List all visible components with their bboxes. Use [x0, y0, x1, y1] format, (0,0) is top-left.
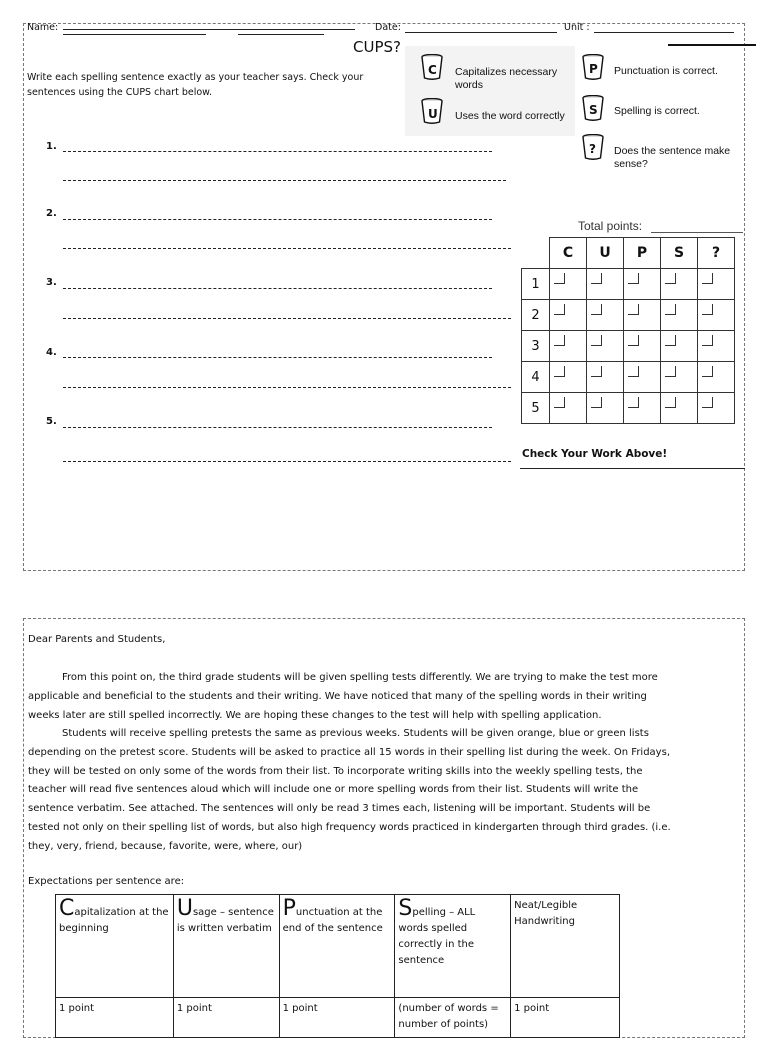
checkbox-mark	[665, 273, 676, 284]
unit-line[interactable]	[594, 32, 734, 33]
chart-checkbox[interactable]	[587, 300, 624, 331]
cups-chart-row	[522, 393, 735, 424]
capitalization-initial: C	[59, 896, 75, 921]
checkbox-mark	[665, 366, 676, 377]
sentence-5-line-b[interactable]	[63, 461, 511, 462]
letter-line: From this point on, the third grade students will be given spelling tests differently. We are trying to make the test more	[62, 672, 658, 683]
date-line[interactable]	[405, 32, 557, 33]
punctuation-initial: P	[282, 896, 296, 921]
chart-row-label: 3	[522, 331, 550, 362]
chart-checkbox[interactable]	[624, 300, 661, 331]
checkbox-mark	[554, 366, 565, 377]
checkbox-mark	[665, 397, 676, 408]
checkbox-mark	[554, 335, 565, 346]
capitalization-points: 1 point	[56, 998, 174, 1038]
question-legend-line-2: sense?	[614, 158, 648, 170]
letter-line: they, very, friend, because, favorite, were, where, our)	[28, 841, 303, 852]
letter-line: depending on the pretest score. Students will be asked to practice all 15 words in their spelling list during the week. On Fridays,	[28, 747, 670, 758]
question-legend-text	[614, 145, 730, 171]
chart-checkbox[interactable]	[698, 269, 735, 300]
check-work-underline	[520, 468, 745, 469]
chart-checkbox[interactable]	[698, 393, 735, 424]
chart-checkbox[interactable]	[698, 300, 735, 331]
letter-line: Students will receive spelling pretests the same as previous weeks. Students will be given orange, blue or green lists	[62, 728, 649, 739]
instructions	[27, 70, 363, 100]
handwriting-text: Neat/Legible Handwriting	[514, 900, 578, 927]
c-legend-line-2: words	[455, 79, 484, 91]
checkbox-mark	[591, 366, 602, 377]
spelling-initial: S	[398, 896, 413, 921]
usage-initial: U	[176, 896, 193, 921]
unit-label: Unit :	[564, 22, 590, 33]
letter-line: weeks later are still spelled incorrectly. We are hoping these changes to the test will help with spelling application.	[28, 710, 602, 721]
u-legend-text: Uses the word correctly	[455, 110, 565, 122]
expectations-header-row	[56, 895, 620, 998]
instructions-line-1: Write each spelling sentence exactly as your teacher says. Check your	[27, 72, 364, 83]
chart-checkbox[interactable]	[624, 393, 661, 424]
letter-greeting: Dear Parents and Students,	[28, 634, 166, 645]
capitalization-header	[56, 895, 174, 998]
checkbox-mark	[591, 397, 602, 408]
chart-checkbox[interactable]	[661, 362, 698, 393]
usage-header	[173, 895, 279, 998]
spelling-header	[395, 895, 511, 998]
worksheet-title: CUPS?	[353, 38, 401, 56]
question-cup-letter: ?	[589, 142, 596, 156]
checkbox-mark	[591, 304, 602, 315]
punctuation-text: unctuation at the end of the sentence	[282, 907, 383, 934]
chart-checkbox[interactable]	[661, 393, 698, 424]
usage-text: sage – sentence is written verbatim	[176, 907, 274, 934]
chart-row-label: 5	[522, 393, 550, 424]
letter-line: teacher will read five sentences aloud which will include one or more spelling words from their list. Students will write the	[28, 784, 639, 795]
cups-chart-row	[522, 300, 735, 331]
sentence-number-3: 3.	[46, 277, 57, 288]
checkbox-mark	[702, 273, 713, 284]
letter-line: tested not only on their spelling list of words, but also high frequency words practiced in kindergarten through third grades. (i.e.	[28, 822, 671, 833]
chart-checkbox[interactable]	[698, 362, 735, 393]
cups-chart-row	[522, 331, 735, 362]
handwriting-header	[511, 895, 620, 998]
checkbox-mark	[628, 366, 639, 377]
checkbox-mark	[554, 273, 565, 284]
chart-corner	[522, 238, 550, 269]
chart-checkbox[interactable]	[624, 331, 661, 362]
chart-checkbox[interactable]	[661, 269, 698, 300]
spelling-points: (number of words = number of points)	[395, 998, 511, 1038]
sentence-number-2: 2.	[46, 208, 57, 219]
u-cup-letter: U	[428, 107, 438, 121]
sentence-3-line-a[interactable]	[63, 288, 492, 289]
spelling-text: pelling – ALL words spelled correctly in the sentence	[398, 907, 476, 966]
sentence-4-line-b[interactable]	[63, 387, 511, 388]
checkbox-mark	[702, 335, 713, 346]
chart-checkbox[interactable]	[587, 269, 624, 300]
checkbox-mark	[628, 273, 639, 284]
chart-row-label: 1	[522, 269, 550, 300]
p-legend-text: Punctuation is correct.	[614, 65, 718, 77]
cups-chart-row	[522, 362, 735, 393]
checkbox-mark	[628, 397, 639, 408]
total-points-label: Total points:	[578, 219, 643, 233]
cups-chart-row	[522, 269, 735, 300]
checkbox-mark	[591, 335, 602, 346]
s-cup-letter: S	[589, 103, 598, 117]
chart-col-s: S	[661, 238, 698, 269]
letter-line: they will be tested on only some of the words from their list. To incorporate writing skills into the weekly spelling tests, the	[28, 766, 643, 777]
c-cup-letter: C	[428, 63, 437, 77]
chart-checkbox[interactable]	[550, 393, 587, 424]
p-cup-letter: P	[589, 62, 598, 76]
chart-row-label: 4	[522, 362, 550, 393]
checkbox-mark	[665, 304, 676, 315]
checkbox-mark	[702, 397, 713, 408]
checkbox-mark	[628, 304, 639, 315]
expectations-label: Expectations per sentence are:	[28, 876, 185, 887]
chart-checkbox[interactable]	[587, 331, 624, 362]
expectations-points-row	[56, 998, 620, 1038]
punctuation-header	[279, 895, 395, 998]
letter-line: sentence verbatim. See attached. The sentences will only be read 3 times each, listening will be important. Students will be	[28, 803, 651, 814]
checkbox-mark	[665, 335, 676, 346]
chart-checkbox[interactable]	[587, 393, 624, 424]
expectations-table	[55, 894, 620, 1038]
c-legend-line-1: Capitalizes necessary	[455, 66, 558, 78]
check-work-label: Check Your Work Above!	[522, 448, 668, 460]
cups-chart	[521, 237, 735, 424]
chart-col-u: U	[587, 238, 624, 269]
sentence-1-line-a[interactable]	[63, 151, 492, 152]
sentence-1-line-b[interactable]	[63, 180, 506, 181]
chart-checkbox[interactable]	[550, 300, 587, 331]
chart-checkbox[interactable]	[587, 362, 624, 393]
name-line-under-2	[238, 34, 324, 35]
s-legend-text: Spelling is correct.	[614, 105, 700, 117]
checkbox-mark	[702, 304, 713, 315]
c-legend-text	[455, 66, 557, 92]
chart-checkbox[interactable]	[550, 362, 587, 393]
chart-checkbox[interactable]	[624, 362, 661, 393]
question-legend-line-1: Does the sentence make	[614, 145, 731, 157]
chart-row-label: 2	[522, 300, 550, 331]
checkbox-mark	[591, 273, 602, 284]
sentence-number-1: 1.	[46, 141, 57, 152]
usage-points: 1 point	[173, 998, 279, 1038]
capitalization-text: apitalization at the beginning	[59, 907, 169, 934]
total-points-line[interactable]	[651, 232, 743, 233]
chart-checkbox[interactable]	[624, 269, 661, 300]
sentence-4-line-a[interactable]	[63, 357, 492, 358]
name-line[interactable]	[63, 29, 355, 30]
chart-checkbox[interactable]	[550, 331, 587, 362]
chart-checkbox[interactable]	[661, 300, 698, 331]
sentence-2-line-a[interactable]	[63, 219, 492, 220]
cups-chart-header-row	[522, 238, 735, 269]
letter-line: applicable and beneficial to the students and their writing. We have noticed that many of the spelling words in their writing	[28, 691, 647, 702]
sentence-number-5: 5.	[46, 416, 57, 427]
handwriting-points: 1 point	[511, 998, 620, 1038]
chart-checkbox[interactable]	[550, 269, 587, 300]
checkbox-mark	[702, 366, 713, 377]
sentence-2-line-b[interactable]	[63, 248, 511, 249]
checkbox-mark	[628, 335, 639, 346]
sentence-3-line-b[interactable]	[63, 318, 511, 319]
checkbox-mark	[554, 397, 565, 408]
instructions-line-2: sentences using the CUPS chart below.	[27, 87, 213, 98]
chart-col-c: C	[550, 238, 587, 269]
sentence-5-line-a[interactable]	[63, 427, 492, 428]
sentence-number-4: 4.	[46, 347, 57, 358]
chart-checkbox[interactable]	[698, 331, 735, 362]
date-label: Date:	[375, 22, 401, 33]
chart-col-p: P	[624, 238, 661, 269]
name-label: Name:	[27, 22, 59, 33]
checkbox-mark	[554, 304, 565, 315]
name-line-under-1	[63, 34, 206, 35]
corner-mark	[668, 44, 756, 46]
chart-checkbox[interactable]	[661, 331, 698, 362]
chart-col-question: ?	[698, 238, 735, 269]
punctuation-points: 1 point	[279, 998, 395, 1038]
